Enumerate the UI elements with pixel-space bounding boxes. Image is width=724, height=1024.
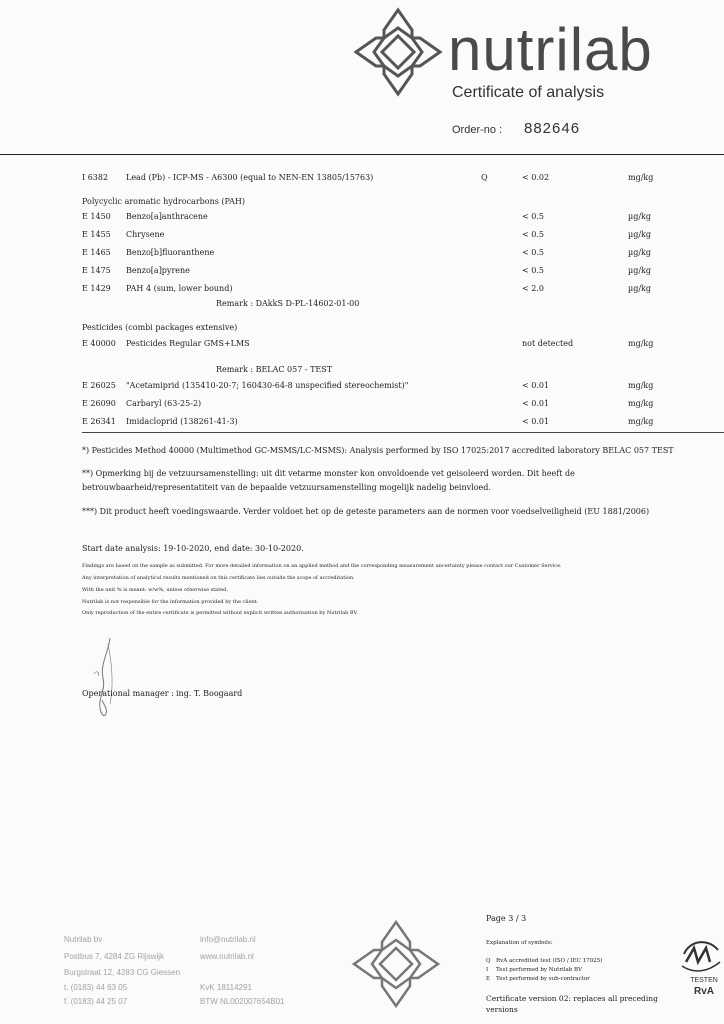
result-row-lead: [0, 170, 724, 186]
test-unit: mg/kg: [628, 381, 654, 390]
test-description: Imidacloprid (138261-41-3): [126, 417, 238, 426]
result-row: [0, 378, 724, 394]
rva-label-rva: RvA: [693, 986, 715, 997]
test-code: E 26341: [82, 417, 116, 426]
symbol-row: I Test performed by Nutrilab BV: [486, 967, 583, 973]
test-result: < 0.01: [522, 381, 550, 390]
result-row: [0, 209, 724, 225]
test-code: E 26090: [82, 399, 116, 408]
footer-address-1: Postbus 7, 4284 ZG Rijswijk: [64, 952, 165, 961]
certificate-version-line-2: versions: [486, 1005, 518, 1014]
brand-name: nutrilab: [448, 16, 653, 83]
test-code: E 1475: [82, 266, 111, 275]
symbol-row: Q RvA accredited test (ISO / IEC 17025): [486, 958, 603, 964]
order-number-label: Order-no :: [452, 124, 503, 136]
disclaimer-line: Only reproduction of the entire certificate is permitted without explicit written authorisation by Nutrilab BV.: [82, 610, 358, 616]
nutrilab-footer-logo-icon: [350, 918, 442, 1010]
nutrition-note: ***) Dit product heeft voedingswaarde. Verder voldoet het op de geteste parameters aan de normen voor voedselveiligheid (EU 1881/2006): [82, 507, 650, 516]
test-result: < 0.5: [522, 212, 544, 221]
test-result: < 0.01: [522, 399, 550, 408]
test-unit: µg/kg: [628, 248, 651, 257]
footer-phone: t. (0183) 44 63 05: [64, 983, 128, 992]
order-number: 882646: [524, 120, 581, 137]
test-code: E 40000: [82, 339, 116, 348]
handwritten-signature: [86, 634, 126, 720]
footer-address-2: Burgstraat 12, 4283 CG Giessen: [64, 968, 181, 977]
analysis-dates: Start date analysis: 19-10-2020, end date: 30-10-2020.: [82, 544, 304, 553]
result-row-package: [0, 336, 724, 352]
fat-remark-line-2: betrouwbaarheid/representatiteit van de bepaalde vetzuursamenstelling mogelijk nadelig beinvloed.: [82, 483, 491, 492]
test-code: E 1455: [82, 230, 111, 239]
test-unit: mg/kg: [628, 173, 654, 182]
document-title: Certificate of analysis: [452, 84, 605, 101]
test-result: < 0.5: [522, 230, 544, 239]
signatory-label: Operational manager :: [82, 689, 174, 698]
pah-section-heading: Polycyclic aromatic hydrocarbons (PAH): [82, 197, 246, 206]
test-description: Benzo[b]fluoranthene: [126, 248, 215, 257]
test-description: "Acetamiprid (135410-20-7; 160430-64-8 unspecified stereochemist)": [126, 381, 409, 390]
header-divider: [0, 154, 724, 155]
symbols-title: Explanation of symbols:: [486, 940, 553, 946]
result-row: [0, 227, 724, 243]
certificate-version-line-1: Certificate version 02: replaces all preceding: [486, 994, 658, 1003]
test-unit: µg/kg: [628, 284, 651, 293]
test-result: < 0.5: [522, 248, 544, 257]
signatory-name: ing. T. Boogaard: [176, 689, 243, 698]
test-result: not detected: [522, 339, 574, 348]
test-result: < 0.5: [522, 266, 544, 275]
test-unit: mg/kg: [628, 399, 654, 408]
result-row: [0, 245, 724, 261]
test-description: Lead (Pb) - ICP-MS - A6300 (equal to NEN-EN 13805/15763): [126, 173, 374, 182]
results-divider: [82, 432, 724, 433]
test-unit: µg/kg: [628, 266, 651, 275]
test-description: Benzo[a]pyrene: [126, 266, 190, 275]
test-code: E 1429: [82, 284, 111, 293]
disclaimer-line: Any interpretation of analytical results mentioned on this certificate lies outside the scope of accreditation.: [82, 575, 355, 581]
footer-website[interactable]: www.nutrilab.nl: [200, 952, 254, 961]
test-code: E 1450: [82, 212, 111, 221]
fat-remark-line-1: **) Opmerking bij de vetzuursamenstelling: uit dit vetarme monster kon onvoldoende vet geisoleerd worden. Dit heeft de: [82, 469, 575, 478]
pah-remark: Remark : DAkkS D-PL-14602-01-00: [216, 299, 360, 308]
nutrilab-logo-icon: [352, 6, 444, 98]
disclaimer-line: Nutrilab is not responsible for the information provided by the client.: [82, 599, 259, 605]
rva-accreditation-icon: [680, 934, 722, 998]
pesticides-section-heading: Pesticides (combi packages extensive): [82, 323, 238, 332]
symbol-row: E Test performed by sub-contractor: [486, 976, 590, 982]
footer-company: Nutrilab bv: [64, 935, 103, 944]
result-row: [0, 263, 724, 279]
result-row: [0, 396, 724, 412]
footer-kvk: KvK 18114291: [200, 983, 252, 992]
test-unit: mg/kg: [628, 417, 654, 426]
rva-label-testen: TESTEN: [690, 977, 718, 984]
disclaimer-line: With the unit % is meant: w/w%, unless otherwise stated.: [82, 587, 228, 593]
result-row: [0, 414, 724, 430]
page-number: Page 3 / 3: [486, 914, 527, 923]
test-unit: µg/kg: [628, 212, 651, 221]
test-description: Carbaryl (63-25-2): [126, 399, 202, 408]
test-description: PAH 4 (sum, lower bound): [126, 284, 233, 293]
test-description: Pesticides Regular GMS+LMS: [126, 339, 250, 348]
test-code: E 1465: [82, 248, 111, 257]
test-result: < 0.01: [522, 417, 550, 426]
disclaimer-line: Findings are based on the sample as submitted. For more detailed information on an applied method and the corresponding measurement uncertainty please contact our Customer Service.: [82, 563, 562, 569]
footer-email[interactable]: info@nutrilab.nl: [200, 935, 256, 944]
test-code: I 6382: [82, 173, 109, 182]
test-unit: mg/kg: [628, 339, 654, 348]
pesticides-remark: Remark : BELAC 057 - TEST: [216, 365, 333, 374]
test-description: Chrysene: [126, 230, 165, 239]
accreditation-flag: Q: [481, 173, 488, 182]
test-result: < 2.0: [522, 284, 544, 293]
test-code: E 26025: [82, 381, 116, 390]
test-description: Benzo[a]anthracene: [126, 212, 208, 221]
result-row: [0, 281, 724, 297]
test-result: < 0.02: [522, 173, 550, 182]
test-unit: µg/kg: [628, 230, 651, 239]
method-note: *) Pesticides Method 40000 (Multimethod GC-MSMS/LC-MSMS): Analysis performed by ISO 17025:2017 accredited laboratory BELAC 057 TEST: [82, 446, 674, 455]
footer-btw: BTW NL002007654B01: [200, 997, 285, 1006]
footer-fax: f. (0183) 44 25 07: [64, 997, 128, 1006]
